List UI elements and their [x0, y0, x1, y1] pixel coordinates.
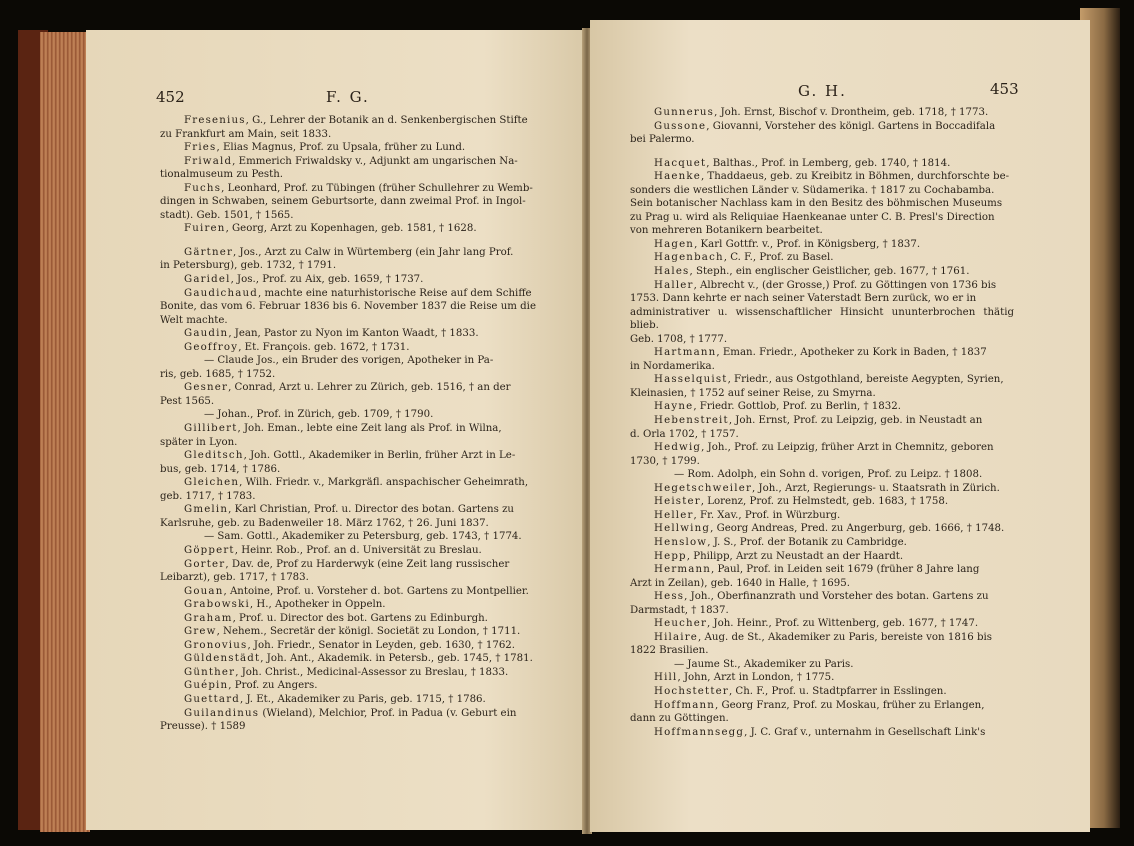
entry-line: [630, 238, 1014, 252]
entry-line: [160, 503, 542, 517]
entry-text: , Prof. zu Angers.: [228, 680, 318, 692]
entry-name: Grabowski: [184, 599, 250, 611]
entry-name: Guilandinus: [184, 707, 260, 719]
entry-line: [630, 120, 1014, 134]
entry-line: [630, 251, 1014, 265]
entry-line: [160, 287, 542, 301]
entry-name: Geoffroy: [184, 341, 239, 353]
entry-line: [630, 699, 1014, 713]
entry-text: , J. C. Graf v., unternahm in Gesellschaft Link's: [744, 726, 986, 738]
entry-name: Hayne: [654, 401, 694, 413]
entry-name: Hartmann: [654, 347, 717, 359]
entry-line: [630, 106, 1014, 120]
entry-name: Fresenius: [184, 115, 246, 126]
entry-name: Göppert: [184, 544, 235, 556]
entry-name: Hoffmannsegg: [654, 726, 745, 738]
entry-line: [630, 590, 1014, 604]
entry-name: Hagen: [654, 238, 695, 250]
entry-name: Gärtner: [184, 246, 234, 258]
entry-text: , Dav. de, Prof zu Harderwyk (eine Zeit lang russischer: [225, 558, 510, 570]
entry-line: [160, 114, 542, 128]
entry-continuation: in Petersburg), geb. 1732, † 1791.: [160, 260, 337, 272]
entry-continuation: Arzt in Zeilan), geb. 1640 in Halle, † 1695.: [630, 577, 850, 589]
entry-line: [630, 482, 1014, 496]
entry-line: [630, 265, 1014, 279]
entry-text: , Joh., Oberfinanzrath und Vorsteher des botan. Gartens zu: [684, 591, 989, 603]
entry-text: , Georg, Arzt zu Kopenhagen, geb. 1581, † 1628.: [225, 223, 477, 235]
page-edges: [40, 32, 90, 832]
entry-text: , Jean, Pastor zu Nyon im Kanton Waadt, † 1833.: [228, 328, 479, 340]
entry-line-ditto: — Claude Jos., ein Bruder des vorigen, Apotheker in Pa-: [204, 355, 494, 367]
entry-line: [160, 558, 542, 572]
entry-text: , Joh. Ernst, Bischof v. Drontheim, geb. 1718, † 1773.: [714, 107, 989, 118]
entry-text: , Joh. Ant., Akademik. in Petersb., geb. 1745, † 1781.: [260, 653, 533, 665]
entry-line: [630, 617, 1014, 631]
entry-name: Gouan: [184, 585, 224, 597]
entry-continuation: 1822 Brasilien.: [630, 645, 709, 657]
entry-line: [160, 246, 542, 260]
entry-name: Grew: [184, 626, 217, 638]
entry-line-ditto: — Rom. Adolph, ein Sohn d. vorigen, Prof. zu Leipz. † 1808.: [674, 469, 983, 481]
entry-line: [630, 414, 1014, 428]
entry-name: Gleditsch: [184, 450, 244, 462]
entry-name: Hess: [654, 591, 685, 603]
entry-text: , Nehem., Secretär der königl. Societät zu London, † 1711.: [216, 626, 521, 638]
entry-name: Friwald: [184, 155, 233, 167]
entry-continuation: Bonite, das vom 6. Februar 1836 bis 6. November 1837 die Reise um die: [160, 301, 536, 313]
entry-continuation: administrativer u. wissenschaftlicher Hinsicht ununterbrochen thätig blieb.: [630, 306, 1014, 332]
entry-text: , Emmerich Friwaldsky v., Adjunkt am ungarischen Na-: [232, 155, 518, 167]
entry-name: Gaudin: [184, 328, 229, 340]
entry-name: Gaudichaud: [184, 287, 258, 299]
entry-text: , Georg Franz, Prof. zu Moskau, früher zu Erlangen,: [715, 699, 985, 711]
entry-line: [160, 639, 542, 653]
entry-name: Hebenstreit: [654, 415, 729, 427]
entry-line-ditto: — Johan., Prof. in Zürich, geb. 1709, † 1790.: [204, 409, 434, 421]
entry-name: Guettard: [184, 693, 240, 705]
entry-line: [160, 544, 542, 558]
entry-text: , Joh. Friedr., Senator in Leyden, geb. 1630, † 1762.: [247, 639, 516, 651]
entry-text: , Ch. F., Prof. u. Stadtpfarrer in Esslingen.: [728, 685, 947, 697]
right-running-head: G. H.: [798, 82, 847, 100]
entry-line: [630, 522, 1014, 536]
entry-line: [630, 631, 1014, 645]
entry-text: , machte eine naturhistorische Reise auf dem Schiffe: [257, 287, 532, 299]
entry-name: Hochstetter: [654, 685, 729, 697]
entry-text: , Joh., Prof. zu Leipzig, früher Arzt in Chemnitz, geboren: [701, 442, 994, 454]
entry-text: , Wilh. Friedr. v., Markgräfl. anspachischer Geheimrath,: [239, 477, 529, 489]
entry-name: Hasselquist: [654, 374, 728, 386]
entry-name: Garidel: [184, 274, 231, 286]
left-running-head: F. G.: [326, 88, 370, 106]
entry-line-ditto: — Sam. Gottl., Akademiker zu Petersburg, geb. 1743, † 1774.: [204, 531, 522, 543]
entry-name: Gleichen: [184, 477, 240, 489]
entry-line: [160, 598, 542, 612]
entry-line: [630, 685, 1014, 699]
entry-line: [630, 279, 1014, 293]
entry-continuation: dann zu Göttingen.: [630, 713, 729, 725]
entry-continuation: stadt). Geb. 1501, † 1565.: [160, 209, 294, 221]
entry-text: , Antoine, Prof. u. Vorsteher d. bot. Gartens zu Montpellier.: [223, 585, 529, 597]
entry-name: Fries: [184, 142, 217, 154]
entry-text: , Georg Andreas, Pred. zu Angerburg, geb. 1666, † 1748.: [710, 523, 1005, 535]
entry-text: , Karl Christian, Prof. u. Director des botan. Gartens zu: [228, 504, 514, 516]
entry-text: , Steph., ein englischer Geistlicher, geb. 1677, † 1761.: [689, 266, 970, 278]
entry-name: Fuchs: [184, 182, 222, 194]
entry-name: Hellwing: [654, 523, 711, 535]
entry-continuation: Sein botanischer Nachlass kam in den Besitz des böhmischen Museums: [630, 198, 1003, 210]
entry-line: [630, 726, 1014, 740]
entry-text: , Et. François. geb. 1672, † 1731.: [238, 341, 410, 353]
entry-continuation: bus, geb. 1714, † 1786.: [160, 463, 281, 475]
entry-continuation: Pest 1565.: [160, 395, 215, 407]
entry-text: , Friedr. Gottlob, Prof. zu Berlin, † 1832.: [693, 401, 901, 413]
entry-name: Hales: [654, 266, 690, 278]
entry-name: Guépin: [184, 680, 229, 692]
entry-text: , J. Et., Akademiker zu Paris, geb. 1715, † 1786.: [239, 693, 486, 705]
entry-continuation: 1730, † 1799.: [630, 455, 700, 467]
entry-text: , Eman. Friedr., Apotheker zu Kork in Baden, † 1837: [716, 347, 987, 359]
entry-text: , Philipp, Arzt zu Neustadt an der Haardt.: [686, 550, 904, 562]
entry-line: [160, 381, 542, 395]
entry-name: Henslow: [654, 536, 708, 548]
entry-line: [160, 182, 542, 196]
entry-line: [160, 625, 542, 639]
entry-line: [160, 693, 542, 707]
entry-text: , C. F., Prof. zu Basel.: [723, 252, 834, 264]
section-gap: [160, 236, 542, 246]
entry-continuation: Geb. 1708, † 1777.: [630, 333, 728, 345]
entry-line: [160, 327, 542, 341]
entry-name: Hill: [654, 672, 678, 684]
entry-name: Heller: [654, 509, 694, 521]
entry-text: , Karl Gottfr. v., Prof. in Königsberg, † 1837.: [694, 238, 921, 250]
entry-continuation: in Nordamerika.: [630, 360, 715, 372]
entry-text: , Elias Magnus, Prof. zu Upsala, früher zu Lund.: [216, 142, 466, 154]
entry-line: [160, 679, 542, 693]
entry-name: Gorter: [184, 558, 226, 570]
entry-line: [160, 666, 542, 680]
entry-text: , Friedr., aus Ostgothland, bereiste Aegypten, Syrien,: [727, 374, 1004, 386]
entry-name: Hacquet: [654, 157, 707, 169]
entry-line: [160, 652, 542, 666]
entry-name: Heister: [654, 496, 701, 508]
entry-line: [160, 707, 542, 721]
entry-line: [630, 373, 1014, 387]
entry-continuation: 1753. Dann kehrte er nach seiner Vaterstadt Bern zurück, wo er in: [630, 293, 977, 305]
entry-text: , Thaddaeus, geb. zu Kreibitz in Böhmen, durchforschte be-: [700, 171, 1010, 183]
entry-line: [160, 222, 542, 236]
entry-line: [160, 449, 542, 463]
entry-text: , Jos., Prof. zu Aix, geb. 1659, † 1737.: [230, 274, 424, 286]
entry-continuation: dingen in Schwaben, seinem Geburtsorte, dann zweimal Prof. in Ingol-: [160, 196, 526, 208]
entry-name: Hegetschweiler: [654, 482, 753, 494]
entry-line: [160, 341, 542, 355]
entry-line: [630, 536, 1014, 550]
entry-continuation: von mehreren Botanikern bearbeitet.: [630, 225, 823, 237]
entry-continuation: Welt machte.: [160, 314, 228, 326]
entry-name: Fuiren: [184, 223, 226, 235]
entry-text: , Conrad, Arzt u. Lehrer zu Zürich, geb. 1516, † an der: [228, 382, 511, 394]
entry-name: Hedwig: [654, 442, 702, 454]
entry-line: [160, 585, 542, 599]
entry-text: , Lorenz, Prof. zu Helmstedt, geb. 1683, † 1758.: [700, 496, 949, 508]
entry-text: , Joh. Eman., lebte eine Zeit lang als Prof. in Wilna,: [237, 423, 502, 435]
entry-name: Gussone: [654, 120, 707, 132]
entry-continuation: zu Prag u. wird als Reliquiae Haenkeanae unter C. B. Presl's Direction: [630, 211, 995, 223]
entry-text: , John, Arzt in London, † 1775.: [677, 672, 835, 684]
right-page-number: 453: [990, 80, 1019, 98]
entry-continuation: geb. 1717, † 1783.: [160, 490, 256, 502]
entry-line: [630, 671, 1014, 685]
entry-name: Gillibert: [184, 423, 238, 435]
entry-name: Hoffmann: [654, 699, 716, 711]
entry-text: , Balthas., Prof. in Lemberg, geb. 1740, † 1814.: [706, 157, 951, 169]
entry-name: Güldenstädt: [184, 653, 261, 665]
entry-text: , Joh. Ernst, Prof. zu Leipzig, geb. in Neustadt an: [728, 415, 983, 427]
entry-continuation: Leibarzt), geb. 1717, † 1783.: [160, 572, 309, 584]
entry-continuation: sonders die westlichen Länder v. Südamerika. † 1817 zu Cochabamba.: [630, 184, 995, 196]
entry-line: [630, 509, 1014, 523]
entry-name: Gmelin: [184, 504, 229, 516]
entry-line: [630, 157, 1014, 171]
entry-line: [160, 422, 542, 436]
entry-text: , Heinr. Rob., Prof. an d. Universität zu Breslau.: [234, 544, 482, 556]
entry-name: Haenke: [654, 171, 701, 183]
entry-text: , Albrecht v., (der Grosse,) Prof. zu Göttingen von 1736 bis: [693, 279, 997, 291]
entry-line: [630, 400, 1014, 414]
entry-line: [630, 563, 1014, 577]
entry-name: Graham: [184, 612, 233, 624]
right-page: [590, 20, 1090, 832]
left-entry-list: [160, 114, 542, 734]
entry-text: , G., Lehrer der Botanik an d. Senkenbergischen Stifte: [245, 115, 528, 126]
entry-name: Günther: [184, 666, 236, 678]
entry-text: , J. S., Prof. der Botanik zu Cambridge.: [707, 536, 907, 548]
entry-text: , Giovanni, Vorsteher des königl. Gartens in Boccadifala: [706, 120, 996, 132]
entry-name: Hagenbach: [654, 252, 724, 264]
entry-text: , Prof. u. Director des bot. Gartens zu Edinburgh.: [232, 612, 488, 624]
entry-text: , Leonhard, Prof. zu Tübingen (früher Schullehrer zu Wemb-: [221, 182, 533, 194]
right-entry-list: [630, 106, 1014, 739]
section-gap: [630, 147, 1014, 157]
entry-line: [160, 612, 542, 626]
entry-name: Hepp: [654, 550, 687, 562]
entry-text: (Wieland), Melchior, Prof. in Padua (v. Geburt ein: [259, 707, 517, 719]
entry-continuation: später in Lyon.: [160, 436, 238, 448]
entry-text: , Paul, Prof. in Leiden seit 1679 (früher 8 Jahre lang: [711, 564, 980, 576]
entry-line: [160, 155, 542, 169]
entry-line: [630, 441, 1014, 455]
entry-name: Haller: [654, 279, 694, 291]
left-page-number: 452: [156, 88, 185, 106]
entry-name: Hilaire: [654, 631, 699, 643]
entry-continuation: bei Palermo.: [630, 134, 695, 146]
entry-line: [160, 273, 542, 287]
left-page: [86, 30, 584, 830]
entry-line: [630, 170, 1014, 184]
entry-line: [630, 346, 1014, 360]
entry-name: Gronovius: [184, 639, 248, 651]
entry-name: Heucher: [654, 618, 708, 630]
entry-text: , Joh., Arzt, Regierungs- u. Staatsrath in Zürich.: [752, 482, 1000, 494]
entry-continuation: Preusse). † 1589: [160, 721, 246, 733]
entry-text: , Joh. Gottl., Akademiker in Berlin, früher Arzt in Le-: [243, 450, 516, 462]
entry-line: [630, 495, 1014, 509]
entry-line: [630, 550, 1014, 564]
entry-line-ditto: — Jaume St., Akademiker zu Paris.: [674, 658, 854, 670]
entry-continuation: d. Orla 1702, † 1757.: [630, 428, 739, 440]
entry-continuation: zu Frankfurt am Main, seit 1833.: [160, 128, 332, 140]
entry-text: , Aug. de St., Akademiker zu Paris, bereiste von 1816 bis: [698, 631, 993, 643]
entry-name: Hermann: [654, 564, 712, 576]
entry-name: Gunnerus: [654, 107, 715, 118]
entry-text: , Fr. Xav., Prof. in Würzburg.: [693, 509, 841, 521]
entry-continuation: ris, geb. 1685, † 1752.: [160, 368, 276, 380]
entry-continuation: Kleinasien, † 1752 auf seiner Reise, zu Smyrna.: [630, 387, 876, 399]
entry-continuation: Karlsruhe, geb. zu Badenweiler 18. März 1762, † 26. Juni 1837.: [160, 517, 489, 529]
entry-line: [160, 141, 542, 155]
entry-text: , Jos., Arzt zu Calw in Würtemberg (ein Jahr lang Prof.: [233, 246, 514, 258]
entry-name: Gesner: [184, 382, 229, 394]
entry-text: , H., Apotheker in Oppeln.: [249, 599, 386, 611]
entry-continuation: Darmstadt, † 1837.: [630, 604, 729, 616]
entry-text: , Joh. Heinr., Prof. zu Wittenberg, geb. 1677, † 1747.: [707, 618, 979, 630]
entry-continuation: tionalmuseum zu Pesth.: [160, 169, 284, 181]
entry-line: [160, 476, 542, 490]
entry-text: , Joh. Christ., Medicinal-Assessor zu Breslau, † 1833.: [235, 666, 509, 678]
